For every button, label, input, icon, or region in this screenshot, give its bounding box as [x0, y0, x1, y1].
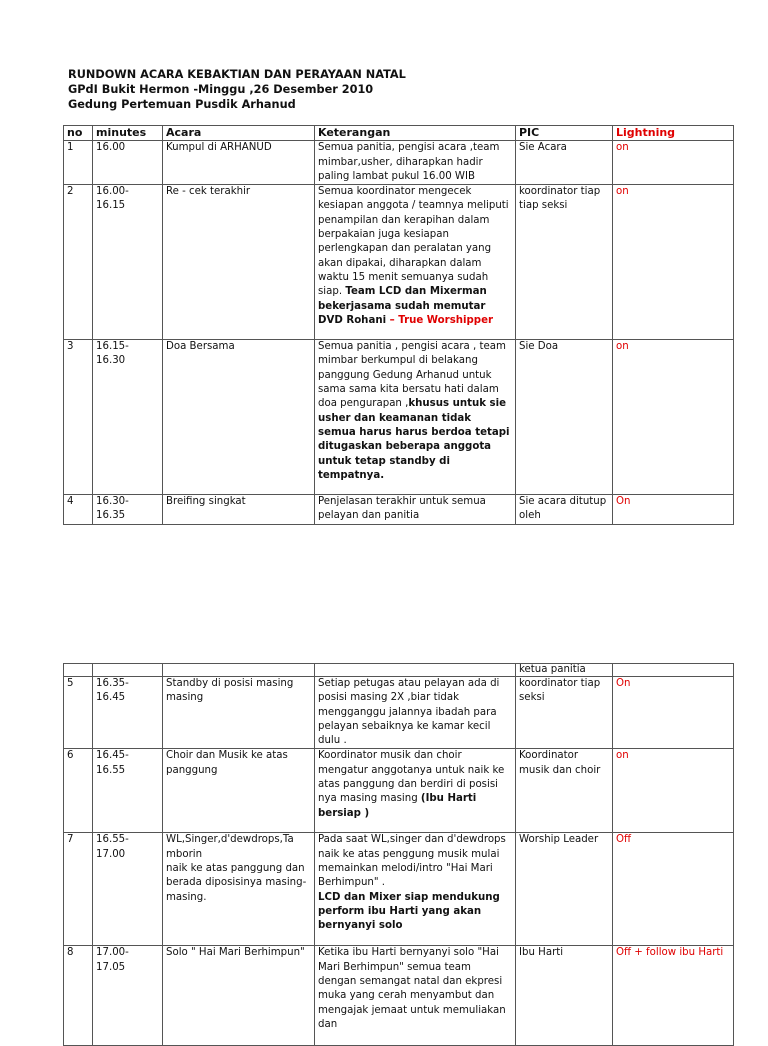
column-header-acara: Acara [163, 126, 315, 141]
cell-keterangan: Ketika ibu Harti bernyanyi solo "Hai Mari Berhimpun" semua team dengan semangat natal dan ekpresi muka yang cerah menyambut dan mengajak jemaat untuk memuliakan dan [315, 946, 516, 1046]
cell-acara: Re - cek terakhir [163, 185, 315, 340]
cell-lightning: Off [613, 833, 734, 946]
column-header-keterangan: Keterangan [315, 126, 516, 141]
cell-lightning: on [613, 185, 734, 340]
keterangan-text: Semua panitia , pengisi acara , team mimbar berkumpul di belakang panggung Gedung Arhanud untuk sama sama kita bersatu hati dalam doa pengurapan , [318, 341, 506, 410]
column-header-no: no [64, 126, 93, 141]
cell-keterangan [315, 749, 516, 833]
keterangan-bold-text: khusus untuk sie usher dan keamanan tidak semua harus harus berdoa tetapi ditugaskan beberapa anggota untuk tetap standby di tempatnya. [318, 398, 510, 481]
cell-acara: Choir dan Musik ke atas panggung [163, 749, 315, 833]
cell-keterangan [315, 664, 516, 677]
rundown-table-page2 [63, 663, 734, 1046]
cell-lightning [613, 664, 734, 677]
cell-pic: Ibu Harti [516, 946, 613, 1046]
cell-acara: Doa Bersama [163, 340, 315, 495]
table-row [64, 185, 734, 340]
cell-no: 2 [64, 185, 93, 340]
keterangan-bold-text: LCD dan Mixer siap mendukung perform ibu Harti yang akan bernyanyi solo [318, 891, 500, 932]
keterangan-red-text: – True Worshipper [386, 314, 494, 326]
cell-acara: WL,Singer,d'dewdrops,Ta mborin naik ke atas panggung dan berada diposisinya masing-masing. [163, 833, 315, 946]
cell-minutes: 16.15- 16.30 [93, 340, 163, 495]
cell-acara [163, 664, 315, 677]
column-header-pic: PIC [516, 126, 613, 141]
cell-pic: Worship Leader [516, 833, 613, 946]
cell-acara: Kumpul di ARHANUD [163, 141, 315, 185]
keterangan-text: Koordinator musik dan choir mengatur anggotanya untuk naik ke atas panggung dan berdiri di posisi nya masing masing [318, 750, 505, 805]
cell-lightning: On [613, 677, 734, 749]
cell-keterangan: Semua panitia, pengisi acara ,team mimbar,usher, diharapkan hadir paling lambat pukul 16.00 WIB [315, 141, 516, 185]
cell-minutes: 16.55- 17.00 [93, 833, 163, 946]
cell-pic: koordinator tiap seksi [516, 677, 613, 749]
cell-minutes: 16.35- 16.45 [93, 677, 163, 749]
keterangan-text: Pada saat WL,singer dan d'dewdrops naik ke atas penggung musik mulai memainkan melodi/intro "Hai Mari Berhimpun" . [318, 834, 506, 889]
table-row [64, 946, 734, 1046]
cell-pic: koordinator tiap tiap seksi [516, 185, 613, 340]
cell-pic: Koordinator musik dan choir [516, 749, 613, 833]
cell-acara: Solo " Hai Mari Berhimpun" [163, 946, 315, 1046]
cell-no: 8 [64, 946, 93, 1046]
cell-pic: Sie Acara [516, 141, 613, 185]
cell-no [64, 664, 93, 677]
table-row [64, 340, 734, 495]
cell-no: 5 [64, 677, 93, 749]
cell-keterangan: Penjelasan terakhir untuk semua pelayan dan panitia [315, 495, 516, 525]
cell-lightning: on [613, 141, 734, 185]
cell-no: 6 [64, 749, 93, 833]
cell-minutes: 16.00- 16.15 [93, 185, 163, 340]
cell-keterangan [315, 340, 516, 495]
cell-minutes: 16.30- 16.35 [93, 495, 163, 525]
cell-minutes [93, 664, 163, 677]
table-row [64, 833, 734, 946]
header-church-date: GPdI Bukit Hermon -Minggu ,26 Desember 2010 [68, 83, 374, 96]
header-title: RUNDOWN ACARA KEBAKTIAN DAN PERAYAAN NATAL [68, 68, 406, 81]
cell-no: 1 [64, 141, 93, 185]
cell-no: 7 [64, 833, 93, 946]
table-row [64, 749, 734, 833]
cell-lightning: Off + follow ibu Harti [613, 946, 734, 1046]
cell-keterangan [315, 833, 516, 946]
cell-pic-continued: ketua panitia [516, 664, 613, 677]
keterangan-text: Semua koordinator mengecek kesiapan anggota / teamnya meliputi penampilan dan kerapihan dalam berpakaian juga kesiapan perlengkapan dan peralatan yang akan dipakai, diharapkan dalam waktu 15 menit semuanya sudah siap. [318, 186, 509, 298]
document-header [68, 67, 406, 112]
cell-no: 4 [64, 495, 93, 525]
rundown-table-page1 [63, 125, 734, 525]
cell-minutes: 16.00 [93, 141, 163, 185]
table-header-row [64, 126, 734, 141]
cell-pic: Sie acara ditutup oleh [516, 495, 613, 525]
keterangan-bold-text: (Ibu Harti bersiap ) [318, 793, 477, 819]
cell-keterangan: Setiap petugas atau pelayan ada di posisi masing 2X ,biar tidak mengganggu jalannya ibadah para pelayan sebaiknya ke kamar kecil dulu . [315, 677, 516, 749]
table-row [64, 141, 734, 185]
column-header-lightning: Lightning [613, 126, 734, 141]
header-venue: Gedung Pertemuan Pusdik Arhanud [68, 98, 296, 111]
table-row [64, 677, 734, 749]
table-row [64, 664, 734, 677]
cell-keterangan [315, 185, 516, 340]
cell-pic: Sie Doa [516, 340, 613, 495]
cell-lightning: on [613, 340, 734, 495]
cell-no: 3 [64, 340, 93, 495]
table-row [64, 495, 734, 525]
keterangan-bold-text: Team LCD dan Mixerman bekerjasama sudah memutar DVD Rohani [318, 286, 487, 326]
cell-lightning: on [613, 749, 734, 833]
cell-lightning: On [613, 495, 734, 525]
cell-minutes: 16.45- 16.55 [93, 749, 163, 833]
cell-acara: Standby di posisi masing masing [163, 677, 315, 749]
cell-acara: Breifing singkat [163, 495, 315, 525]
column-header-minutes: minutes [93, 126, 163, 141]
cell-minutes: 17.00- 17.05 [93, 946, 163, 1046]
